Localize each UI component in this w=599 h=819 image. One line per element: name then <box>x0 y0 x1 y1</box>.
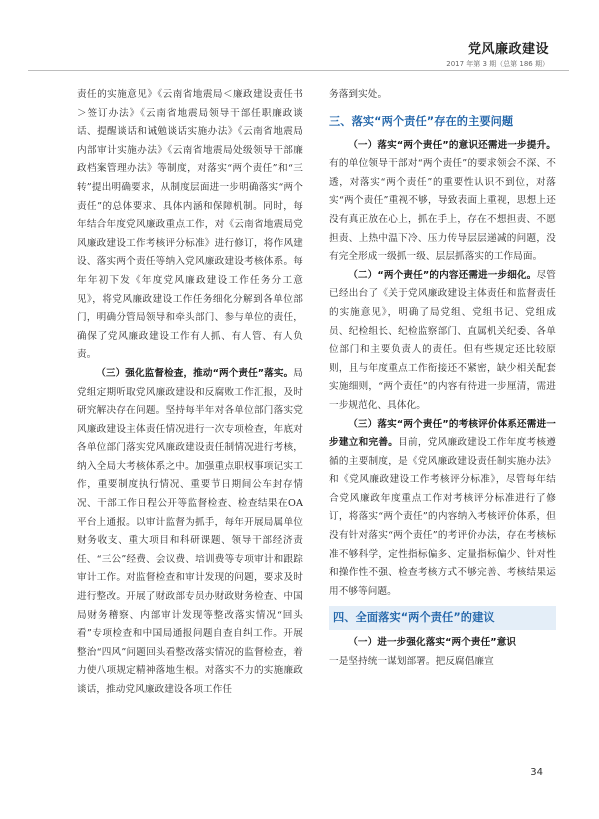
paragraph-body: 局党组定期听取党风廉政建设和反腐败工作汇报，及时研究解决存在问题。坚持每半年对各单位部门落实党风廉政建设主体责任情况进行一次专项检查，年底对各单位部门落实党风廉政建设责任制情况进行考核，纳入全局大考核体系之中。加强重点职权事项记实工作，重要制度执行情况、重要节日期间公车封存情况、干部工作日程公开等监督检查、检查结果在OA平台上通报。以审计监督为抓手，每年开展局属单位财务收支、重大项目和科研课题、领导干部经济责任、“三公”经费、会议费、培训费等专项审计和跟踪审计工作。对监督检查和审计发现的问题，要求及时进行整改。开展了财政部专员办财政财务检查、中国局财务稽察、内部审计发现等整改落实情况“回头看”专项检查和中国局通报问题自查自纠工作。开展整治“四风”问题回头看整改落实情况的监督检查，着力使八项规定精神落地生根。对落实不力的实施廉政谈话，推动党风廉政建设各项工作任 <box>77 367 303 695</box>
paragraph-body: 有的单位领导干部对“两个责任”的要求领会不深、不透，对落实“两个责任”的重要性认识不到位，对落实“两个责任”重视不够，导致表面上重视，思想上还没有真正放在心上，抓在手上，存在不想担责、不愿担责、上热中温下冷、压力传导层层递减的问题，没有完全形成一级抓一级、层层抓落实的工作局面。 <box>329 158 556 263</box>
section-heading-box: 四、全面落实“两个责任”的建议 <box>329 606 556 630</box>
page-header <box>0 30 599 70</box>
subsection-heading: （三）落实“两个责任”的考核评价体系还需进一步建立和完善。 <box>329 418 556 449</box>
subsection-heading: （三）强化监督检查，推动“两个责任”落实。 <box>96 367 294 379</box>
page-number: 34 <box>530 767 543 778</box>
paragraph <box>329 267 556 416</box>
subsection-heading: （一）进一步强化落实“两个责任”意识 <box>348 637 517 649</box>
journal-section-title: 党风廉政建设 <box>467 42 549 57</box>
subsection-heading: （一）落实“两个责任”的意识还需进一步提升。 <box>348 139 556 151</box>
paragraph <box>329 416 556 602</box>
header-divider <box>28 70 569 71</box>
paragraph <box>329 137 556 267</box>
section-heading: 三、落实“两个责任”存在的主要问题 <box>329 114 514 128</box>
issue-info: 2017 年第 3 期（总第 186 期） <box>446 60 549 68</box>
subsection-heading: （二）“两个责任”的内容还需进一步细化。 <box>348 269 537 281</box>
right-column <box>329 86 556 672</box>
paragraph <box>329 634 556 653</box>
paragraph-body: 目前，党风廉政建设工作年度考核遵循的主要制度，是《党风廉政建设责任制实施办法》和《党风廉政建设工作考核评分标准》，尽管每年结合党风廉政年度重点工作对考核评分标准进行了修订，将落实“两个责任”的内容纳入考核评价体系，但没有针对落实“两个责任”的考评价办法，存在考核标准不够科学，定性指标偏多、定量指标偏少、针对性和操作性不强、检查考核方式不够完善、考核结果运用不够等问题。 <box>329 437 556 597</box>
paragraph: 务落到实处。 <box>329 89 388 100</box>
paragraph-body: 尽管已经出台了《关于党风廉政建设主体责任和监督责任的实施意见》，明确了局党组、党组书记、党组成员、纪检组长、纪检监察部门、直属机关纪委、各单位部门和主要负责人的责任。但有些规定还比较原则，且与年度重点工作衔接还不紧密，缺少相关配套实施细则，“两个责任”的内容有待进一步厘清，需进一步规范化、具体化。 <box>329 269 556 411</box>
paragraph <box>77 365 303 700</box>
paragraph: 一是坚持统一谋划部署。把反腐倡廉宣 <box>329 656 494 668</box>
paragraph: 责任的实施意见》《云南省地震局＜廉政建设责任书＞签订办法》《云南省地震局领导干部任职廉政谈话、提醒谈话和诫勉谈话实施办法》《云南省地震局内部审计实施办法》《云南省地震局处级领导干部廉政档案管理办法》等制度，对落实“两个责任”和“三转”提出明确要求，从制度层面进一步明确落实“两个责任”的总体要求、具体内涵和保障机制。同时，每年结合年度党风廉政重点工作，对《云南省地震局党风廉政建设工作考核评分标准》进行修订，将作风建设、落实两个责任等纳入党风廉政建设考核体系。每年年初下发《年度党风廉政建设工作任务分工意见》，将党风廉政建设工作任务细化分解到各单位部门，明确分管局领导和牵头部门、参与单位的责任，确保了党风廉政建设工作有人抓、有人管、有人负责。 <box>77 89 303 361</box>
left-column <box>77 86 303 700</box>
